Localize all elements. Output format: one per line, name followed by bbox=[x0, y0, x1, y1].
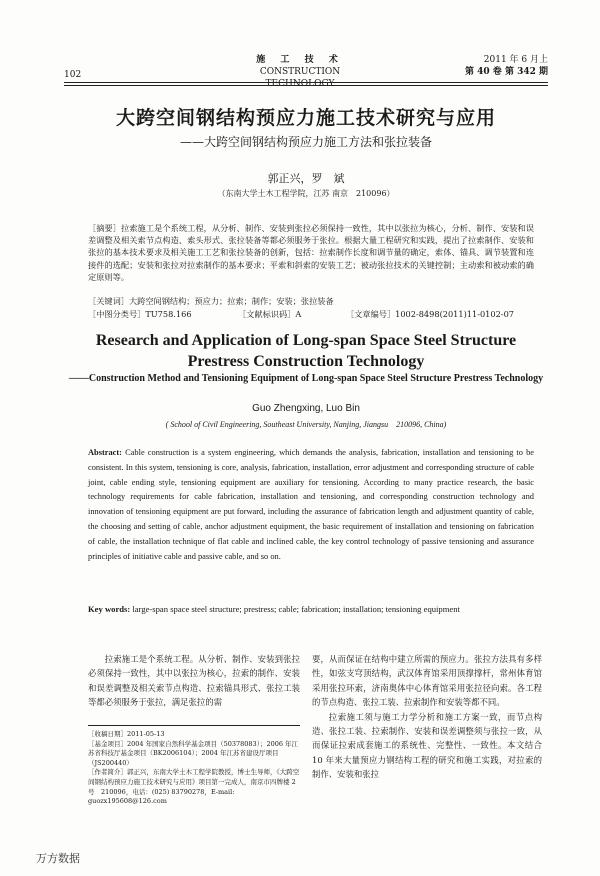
abstract-en-label: Abstract: bbox=[88, 448, 122, 457]
page-number: 102 bbox=[64, 70, 82, 80]
body-right-para-2: 拉索施工须与施工力学分析和施工方案一致，而节点构造、张拉工装、拉索制作、安装和误差调整须与张拉一致，从而保证拉索成套施工的系统性、完整性、一致性。本文结合 10 年来大量预应力钢结构工程的研究和施工实践，对拉索的制作、安装和张拉 bbox=[312, 711, 542, 780]
header-rule bbox=[64, 82, 548, 83]
journal-name-en: CONSTRUCTION TECHNOLOGY bbox=[259, 67, 341, 89]
abstract-en bbox=[88, 446, 534, 564]
body-right-column bbox=[312, 652, 542, 782]
issue-date: 2011 年 6 月上 bbox=[483, 55, 548, 65]
affiliation-cn: （东南大学土木工程学院，江苏 南京 210096） bbox=[217, 189, 395, 198]
affiliation-en: ( School of Civil Engineering, Southeast University, Nanjing, Jiangsu 210096, China) bbox=[165, 420, 447, 429]
keywords-cn: ［关键词］大跨空间钢结构；预应力；拉索；制作；安装；张拉装备 bbox=[88, 296, 334, 306]
journal-name-cn: 施 工 技 术 bbox=[256, 55, 344, 65]
keywords-en bbox=[88, 602, 534, 617]
footnote-received: ［收稿日期］2011-05-13 bbox=[88, 730, 165, 738]
footnote-author: ［作者简介］郭正兴，东南大学土木工程学院教授，博士生导师，《大跨空间钢结构预应力施工技术研究与应用》项目第一完成人，南京市四牌楼 2 号 210096，电话：(025) 83790278，E-mail: guozx195608@126.com bbox=[88, 768, 300, 806]
footnote-rule bbox=[88, 725, 300, 726]
volume-issue: 第 40 卷 第 342 期 bbox=[465, 67, 548, 77]
header-rule-thin bbox=[64, 85, 548, 86]
body-right-para-1: 要，从而保证在结构中建立所需的预应力。张拉方法具有多样性，如弦支穹顶结构，武汉体育馆采用顶撑撑杆，常州体育馆采用张拉环索，济南奥体中心体育馆采用张拉径向索。各工程的节点构造、张拉工装、拉索制作和安装等都不同。 bbox=[312, 654, 542, 708]
issue-info bbox=[460, 54, 548, 78]
keywords-en-label: Key words: bbox=[88, 604, 131, 614]
keywords-en-text: large-span space steel structure; prestress; cable; fabrication; installation; tensioning equipment bbox=[132, 604, 460, 614]
title-cn: 大跨空间钢结构预应力施工技术研究与应用 bbox=[115, 107, 496, 129]
abstract-en-text: Cable construction is a system engineering, which demands the analysis, fabrication, installation and tensioning to be consistent. In this system, tensioning is core, analysis, fabrication, installation, error adjustment and corresponding structure of cable joint, cable ending style, tensioning equipment are auxiliary for tensioning. According to many practice research, the basic technology requirements for cable fabrication, installation and tensioning, and corresponding construction technology and innovation of tensioning equipment are put forward, including the assurance of fabrication length and adjustment quantity of cable, the choosing and setting of cable, anchor adjustment equipment, the basic requirement of installation and tensioning on fabrication of cable, the installation technique of flat cable and inclined cable, the key control technology of passive tensioning and assurance principles of initiative cable and passive cable, and so on. bbox=[88, 448, 534, 561]
subtitle-cn: ——大跨空间钢结构预应力施工方法和张拉装备 bbox=[179, 135, 432, 149]
doc-code: ［文献标识码］A bbox=[238, 309, 302, 319]
subtitle-en: ——Construction Method and Tensioning Equipment of Long-span Space Steel Structure Prestress Technology bbox=[68, 373, 544, 384]
footnote-fund: ［基金项目］2004 年国家自然科学基金项目（50378083）；2006 年江苏省科技厅基金项目（BK2006104）；2004 年江苏省建设厅项目（JS200440） bbox=[88, 739, 299, 767]
authors-cn: 郭正兴，罗 斌 bbox=[267, 172, 345, 185]
clc-number: ［中图分类号］TU758.166 bbox=[88, 309, 192, 319]
footnote bbox=[88, 730, 300, 807]
authors-en: Guo Zhengxing, Luo Bin bbox=[252, 403, 360, 414]
abstract-cn: ［摘要］拉索施工是个系统工程，从分析、制作、安装到张拉必须保持一致性，其中以张拉为核心，分析、制作、安装和误差调整及相关索节点构造、索头形式、张拉装备等都必须服务于张拉。根据大量工程研究和实践，提出了拉索制作、安装和张拉的基本技术要求及相关施工工艺和张拉装备的创新，包括：拉索制作长度和调节量的确定，索体、锚具、调节装置和连接件的选配；安装和张拉对拉索制作的基本要求；平索和斜索的安装工艺；被动张拉技术的关键控制；主动索和被动索的确定原则等。 bbox=[88, 223, 534, 282]
article-number: ［文章编号］1002-8498(2011)11-0102-07 bbox=[346, 309, 514, 319]
body-left-column: 拉索施工是个系统工程。从分析、制作、安装到张拉必须保持一致性，其中以张拉为核心，拉索的制作、安装和误差调整及相关索节点构造、拉索锚具形式、张拉工装等都必须服务于张拉，满足张拉的需 bbox=[88, 654, 300, 708]
watermark: 万方数据 bbox=[36, 852, 80, 865]
title-en: Research and Application of Long-span Space Steel Structure Prestress Construction Technology bbox=[95, 332, 517, 370]
